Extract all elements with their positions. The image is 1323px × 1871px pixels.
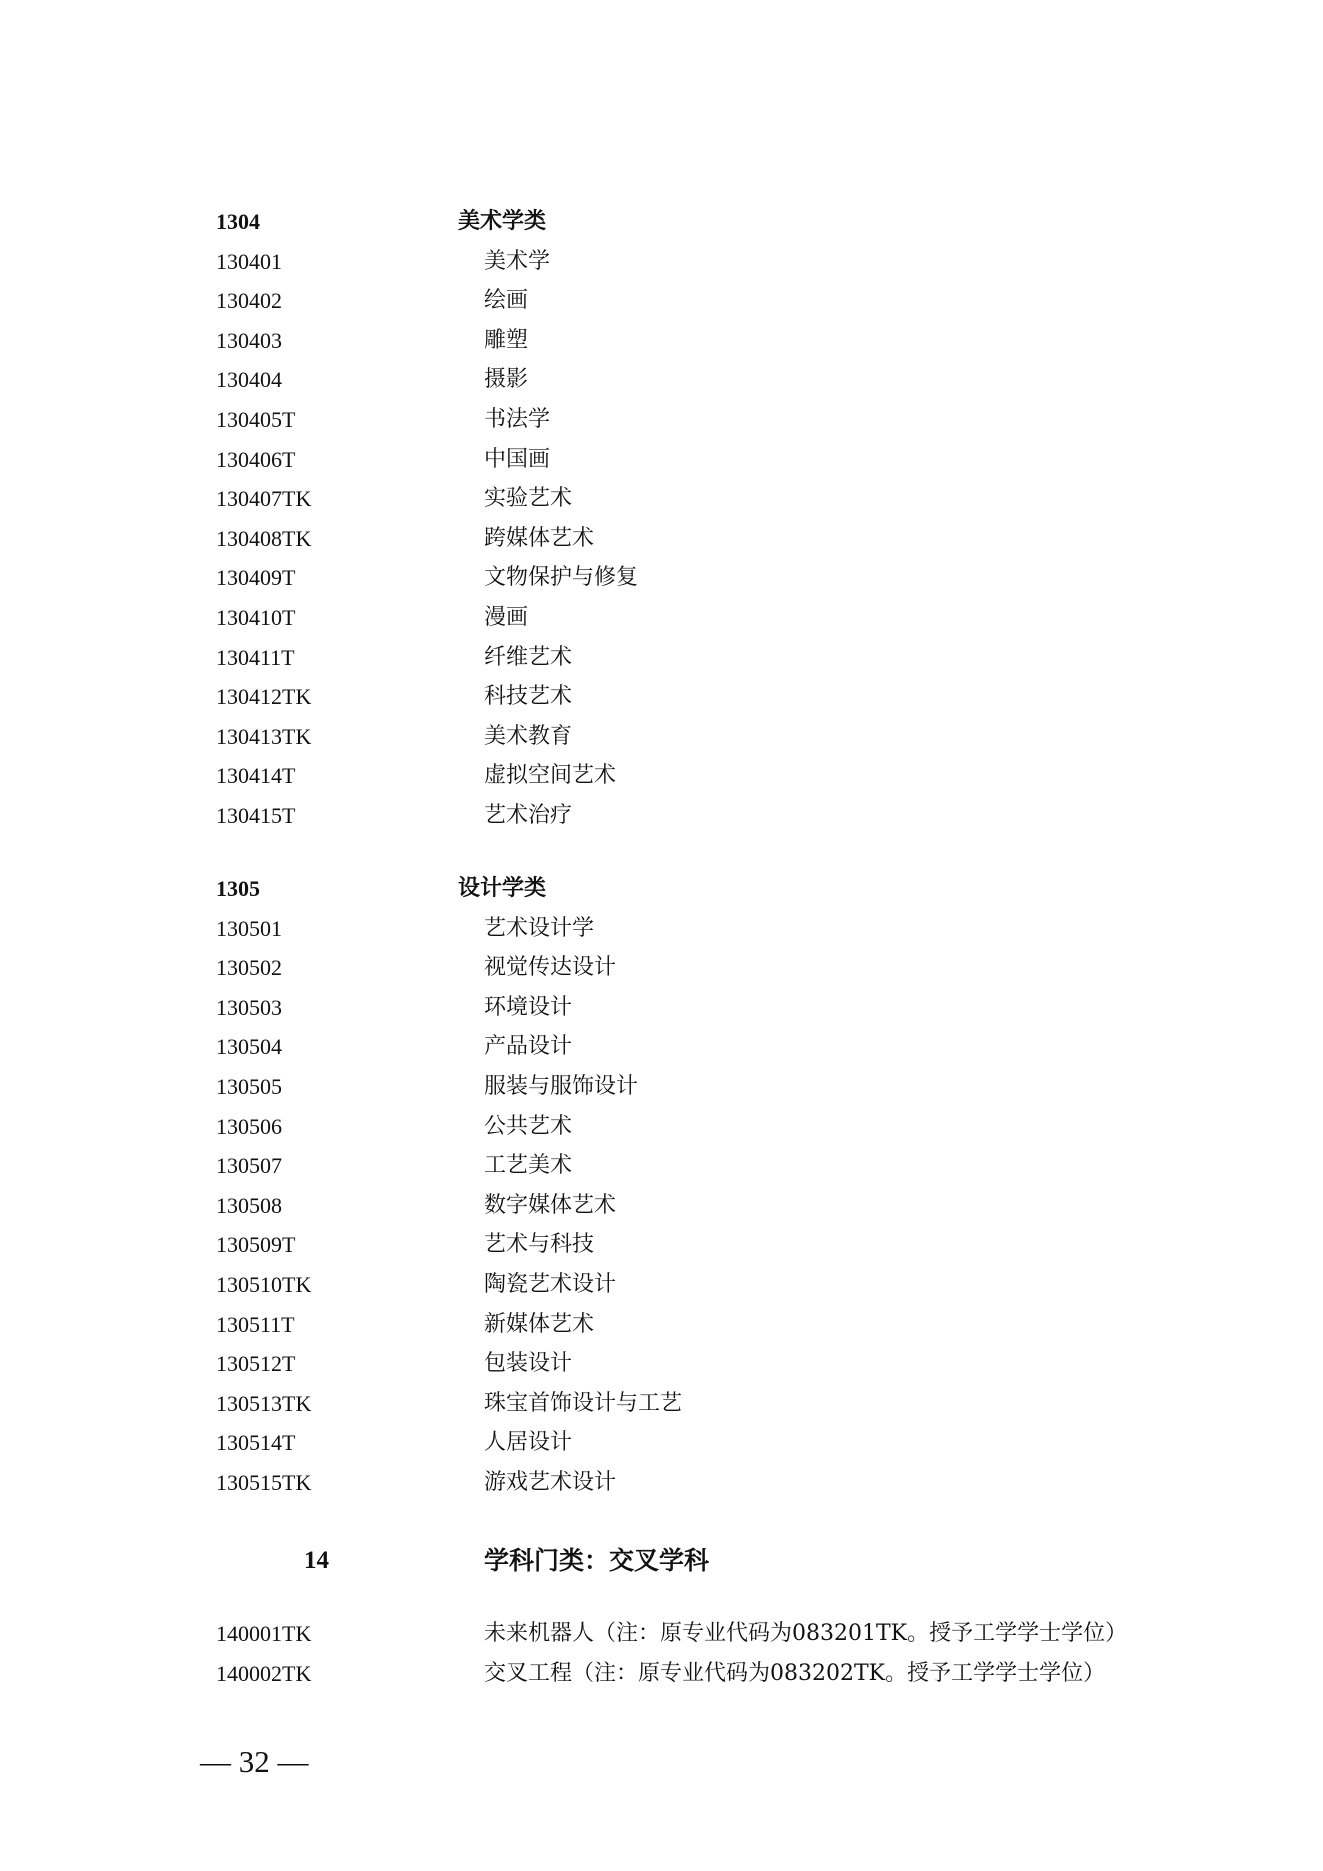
list-item <box>0 638 1323 678</box>
item-code: 130514T <box>216 1430 296 1456</box>
item-name: 实验艺术 <box>484 486 573 512</box>
item-name: 视觉传达设计 <box>484 955 617 981</box>
item-name: 美术教育 <box>484 723 573 749</box>
item-name: 科技艺术 <box>484 684 573 710</box>
list-item <box>0 796 1323 836</box>
item-code: 130401 <box>216 248 282 274</box>
section-1305 <box>0 869 1323 1503</box>
item-name: 绘画 <box>484 288 529 314</box>
list-item <box>0 1027 1323 1067</box>
item-code: 130503 <box>216 994 282 1020</box>
discipline-code: 14 <box>304 1547 329 1574</box>
item-code: 130509T <box>216 1232 296 1258</box>
list-item <box>0 717 1323 757</box>
section-name: 美术学类 <box>458 208 547 234</box>
item-name: 工艺美术 <box>484 1153 573 1179</box>
list-item <box>0 1107 1323 1147</box>
section-code: 1304 <box>216 209 260 234</box>
item-name: 陶瓷艺术设计 <box>484 1271 617 1297</box>
list-item <box>0 1614 1323 1654</box>
list-item <box>0 558 1323 598</box>
item-name: 漫画 <box>484 604 529 630</box>
item-code: 130502 <box>216 955 282 981</box>
item-code: 130402 <box>216 288 282 314</box>
section-code: 1305 <box>216 876 260 901</box>
item-name: 美术学 <box>484 248 551 274</box>
list-item <box>0 1305 1323 1345</box>
item-name: 艺术治疗 <box>484 802 573 828</box>
discipline-header <box>0 1539 1323 1583</box>
item-code: 130415T <box>216 802 296 828</box>
list-item <box>0 677 1323 717</box>
item-code: 130505 <box>216 1073 282 1099</box>
item-code: 130501 <box>216 915 282 941</box>
item-name: 产品设计 <box>484 1034 573 1060</box>
item-code: 130507 <box>216 1153 282 1179</box>
page-number: — 32 — <box>200 1744 309 1779</box>
list-item <box>0 281 1323 321</box>
item-name: 新媒体艺术 <box>484 1311 595 1337</box>
section-header <box>0 202 1323 242</box>
list-item <box>0 321 1323 361</box>
item-name: 交叉工程（注：原专业代码为083202TK。授予工学学士学位） <box>484 1660 1106 1686</box>
item-code: 130404 <box>216 367 282 393</box>
list-item <box>0 440 1323 480</box>
list-item <box>0 242 1323 282</box>
item-code: 130406T <box>216 446 296 472</box>
section-1304 <box>0 202 1323 836</box>
item-code: 130403 <box>216 327 282 353</box>
item-code: 130405T <box>216 406 296 432</box>
item-code: 130412TK <box>216 684 312 710</box>
item-code: 130408TK <box>216 525 312 551</box>
item-code: 130407TK <box>216 486 312 512</box>
discipline-name: 学科门类：交叉学科 <box>484 1546 710 1575</box>
item-code: 130510TK <box>216 1271 312 1297</box>
list-item <box>0 1067 1323 1107</box>
item-code: 130504 <box>216 1034 282 1060</box>
item-name: 中国画 <box>484 446 551 472</box>
item-code: 130411T <box>216 644 295 670</box>
section-header <box>0 869 1323 909</box>
item-name: 未来机器人（注：原专业代码为083201TK。授予工学学士学位） <box>484 1621 1128 1646</box>
item-code: 140002TK <box>216 1660 312 1686</box>
list-item <box>0 988 1323 1028</box>
item-code: 130511T <box>216 1311 295 1337</box>
item-code: 130409T <box>216 565 296 591</box>
list-item <box>0 400 1323 440</box>
list-item <box>0 1344 1323 1384</box>
list-item <box>0 1654 1323 1694</box>
item-name: 珠宝首饰设计与工艺 <box>484 1390 683 1416</box>
list-item <box>0 1146 1323 1186</box>
item-name: 艺术与科技 <box>484 1232 595 1258</box>
discipline-14-items <box>0 1614 1323 1693</box>
item-name: 雕塑 <box>484 327 529 353</box>
item-name: 书法学 <box>484 406 551 432</box>
item-name: 游戏艺术设计 <box>484 1469 617 1495</box>
list-item <box>0 519 1323 559</box>
item-name: 包装设计 <box>484 1351 573 1377</box>
list-item <box>0 1225 1323 1265</box>
item-code: 130515TK <box>216 1469 312 1495</box>
item-code: 130508 <box>216 1192 282 1218</box>
list-item <box>0 1423 1323 1463</box>
item-name: 人居设计 <box>484 1430 573 1456</box>
list-item <box>0 360 1323 400</box>
item-name: 公共艺术 <box>484 1113 573 1139</box>
item-code: 130513TK <box>216 1390 312 1416</box>
list-item <box>0 1463 1323 1503</box>
list-item <box>0 598 1323 638</box>
item-code: 130413TK <box>216 723 312 749</box>
item-name: 环境设计 <box>484 994 573 1020</box>
item-name: 虚拟空间艺术 <box>484 763 617 789</box>
section-name: 设计学类 <box>458 875 547 901</box>
list-item <box>0 1186 1323 1226</box>
list-item <box>0 1384 1323 1424</box>
list-item <box>0 756 1323 796</box>
item-name: 艺术设计学 <box>484 915 595 941</box>
item-code: 130414T <box>216 763 296 789</box>
list-item <box>0 909 1323 949</box>
list-item <box>0 948 1323 988</box>
item-name: 纤维艺术 <box>484 644 573 670</box>
item-name: 数字媒体艺术 <box>484 1192 617 1218</box>
item-code: 140001TK <box>216 1621 312 1646</box>
item-code: 130512T <box>216 1351 296 1377</box>
item-name: 摄影 <box>484 367 529 393</box>
item-code: 130506 <box>216 1113 282 1139</box>
item-name: 文物保护与修复 <box>484 565 639 591</box>
list-item <box>0 1265 1323 1305</box>
item-name: 服装与服饰设计 <box>484 1073 639 1099</box>
list-item <box>0 479 1323 519</box>
item-name: 跨媒体艺术 <box>484 525 595 551</box>
item-code: 130410T <box>216 604 296 630</box>
